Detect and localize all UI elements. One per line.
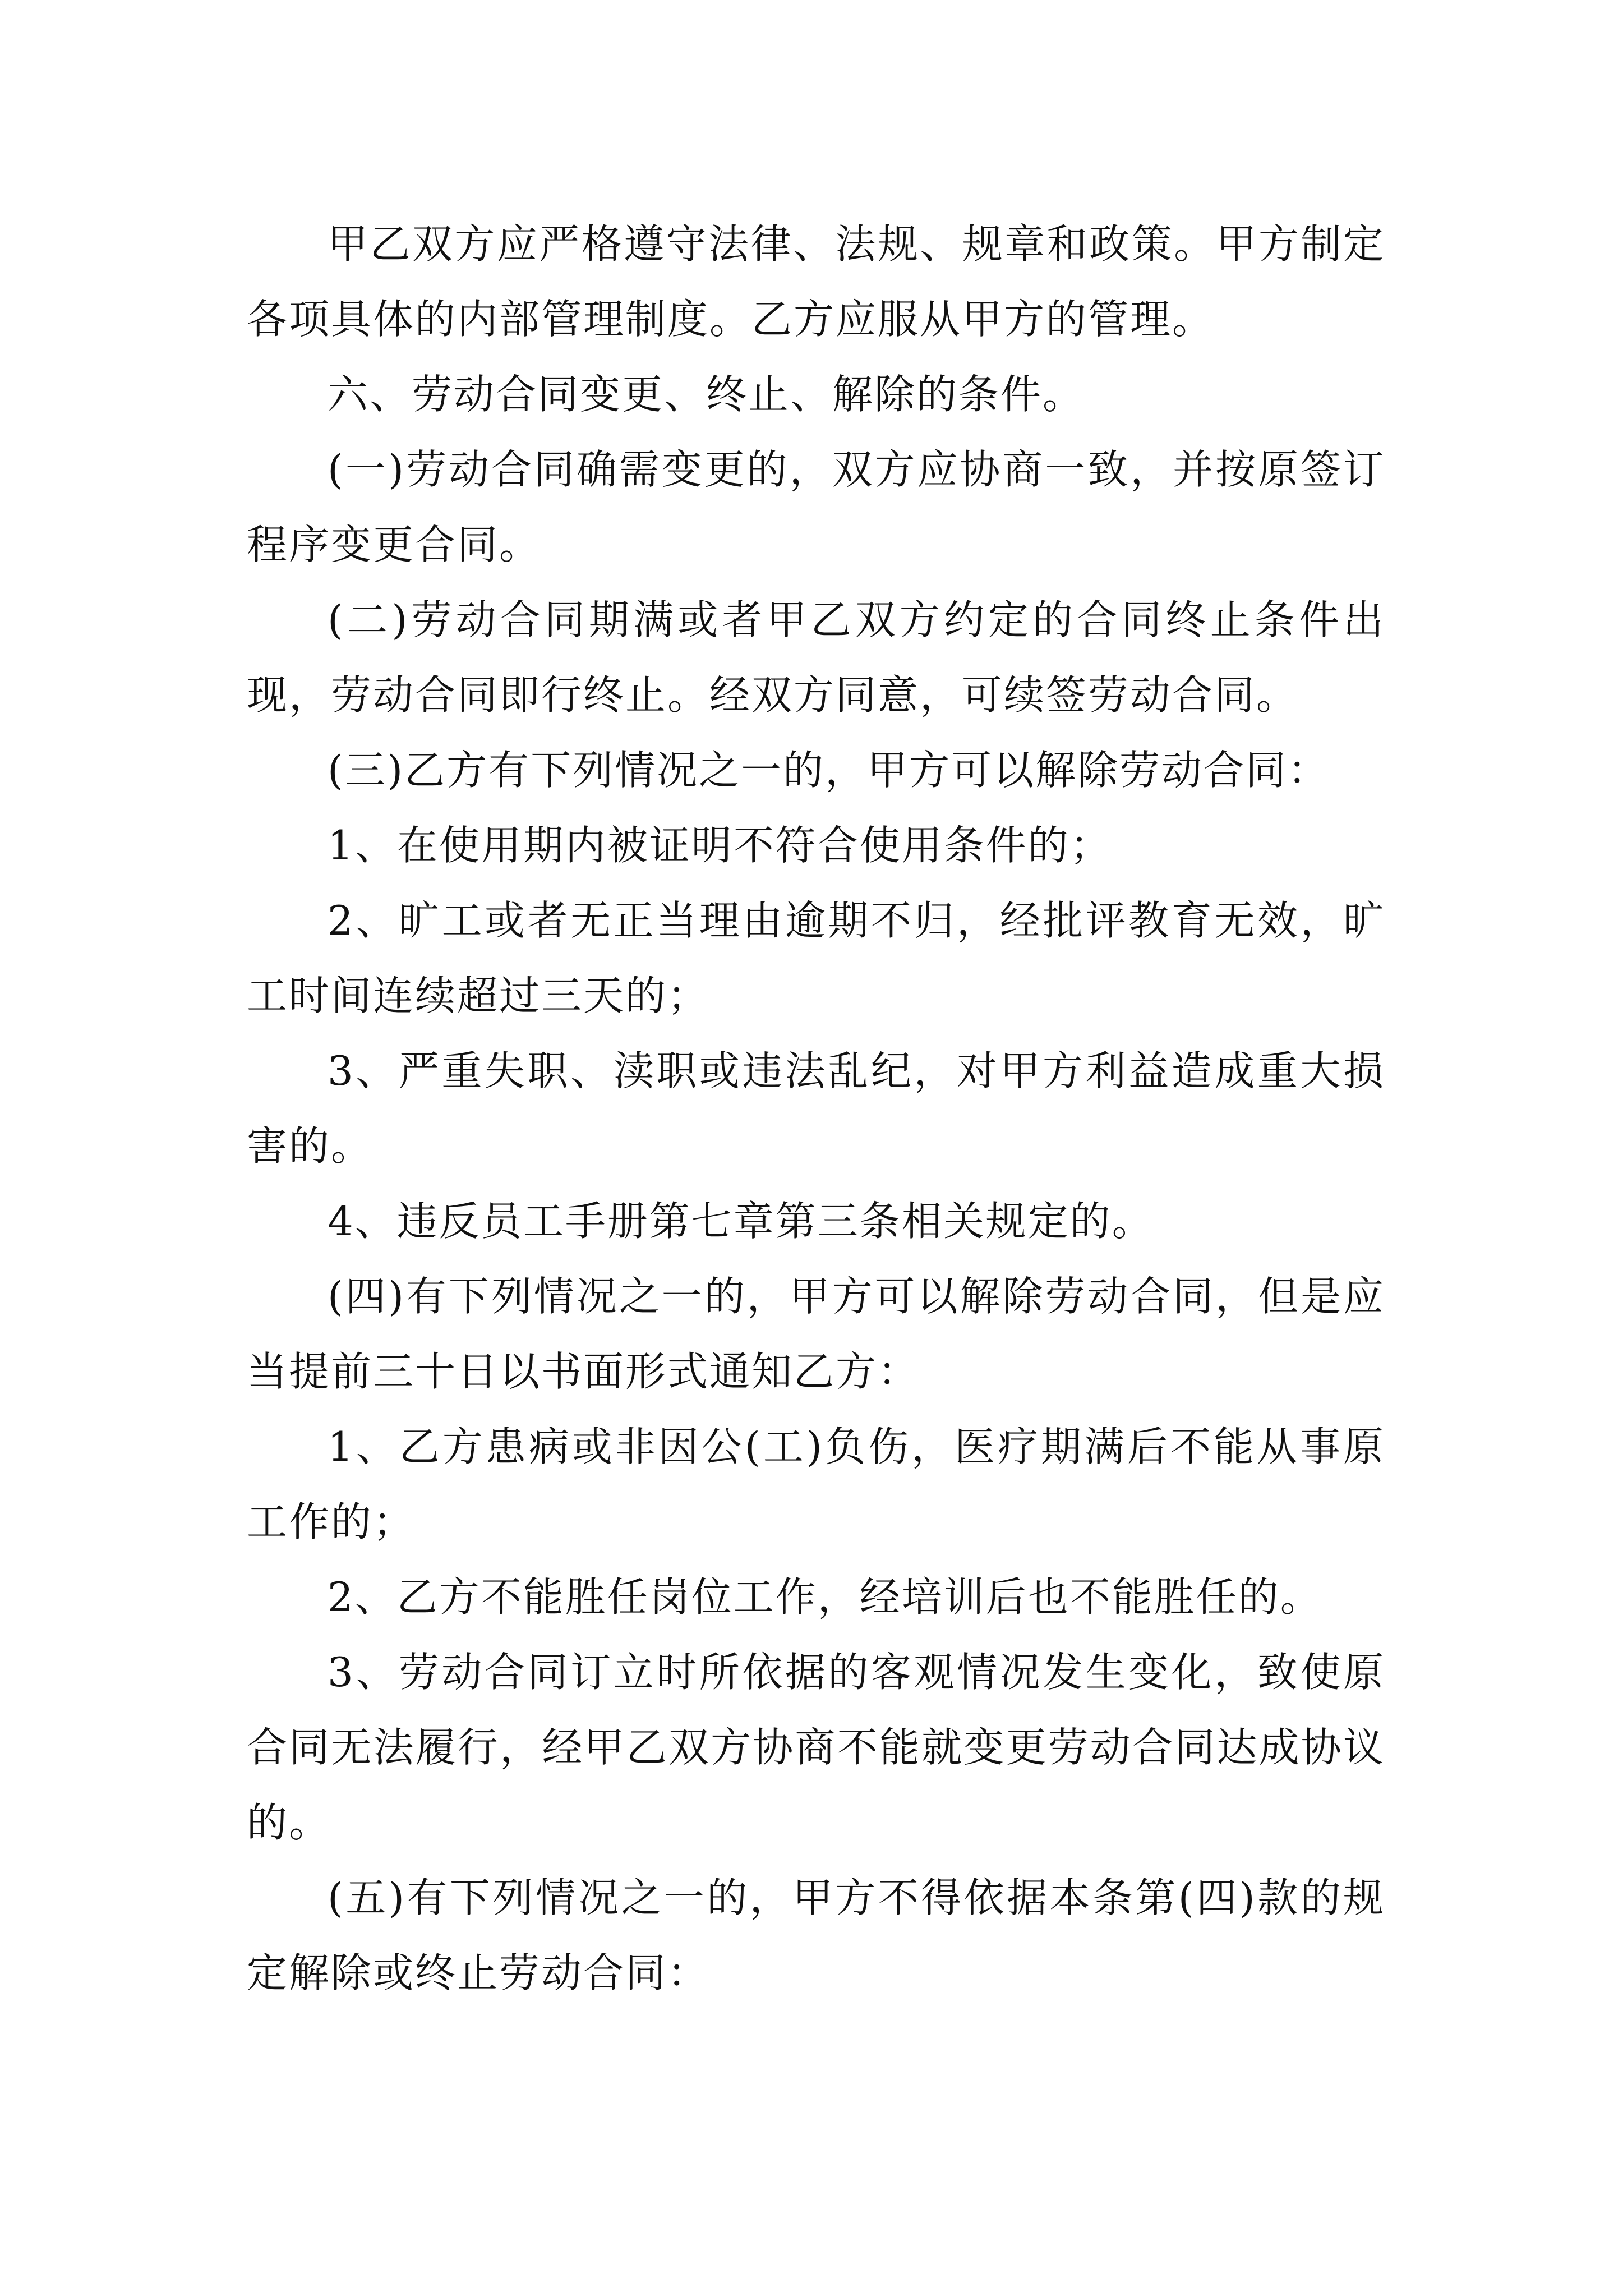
clause-4-item-1: 1、乙方患病或非因公(工)负伤，医疗期满后不能从事原工作的； xyxy=(247,1423,1385,1545)
section-heading-six: 六、劳动合同变更、终止、解除的条件。 xyxy=(328,371,1085,418)
clause-4-notice-intro: (四)有下列情况之一的，甲方可以解除劳动合同，但是应当提前三十日以书面形式通知乙方： xyxy=(247,1273,1385,1395)
clause-5-restriction-intro: (五)有下列情况之一的，甲方不得依据本条第(四)款的规定解除或终止劳动合同： xyxy=(247,1874,1385,1996)
clause-2-expiry: (二)劳动合同期满或者甲乙双方约定的合同终止条件出现，劳动合同即行终止。经双方同意，可续签劳动合同。 xyxy=(247,596,1385,719)
document-body xyxy=(247,206,1385,2010)
clause-3-item-4: 4、违反员工手册第七章第三条相关规定的。 xyxy=(328,1198,1154,1245)
clause-3-item-2: 2、旷工或者无正当理由逾期不归，经批评教育无效，旷工时间连续超过三天的； xyxy=(247,897,1385,1019)
clause-4-item-2: 2、乙方不能胜任岗位工作，经培训后也不能胜任的。 xyxy=(328,1573,1322,1621)
clause-1-change: (一)劳动合同确需变更的，双方应协商一致，并按原签订程序变更合同。 xyxy=(247,446,1385,568)
clause-4-item-3: 3、劳动合同订立时所依据的客观情况发生变化，致使原合同无法履行，经甲乙双方协商不能就变更劳动合同达成协议的。 xyxy=(247,1649,1385,1846)
clause-3-item-3: 3、严重失职、渎职或违法乱纪，对甲方利益造成重大损害的。 xyxy=(247,1047,1385,1170)
clause-3-item-1: 1、在使用期内被证明不符合使用条件的； xyxy=(328,822,1112,869)
paragraph-compliance: 甲乙双方应严格遵守法律、法规、规章和政策。甲方制定各项具体的内部管理制度。乙方应服从甲方的管理。 xyxy=(247,220,1385,343)
clause-3-termination-intro: (三)乙方有下列情况之一的，甲方可以解除劳动合同： xyxy=(328,747,1330,794)
